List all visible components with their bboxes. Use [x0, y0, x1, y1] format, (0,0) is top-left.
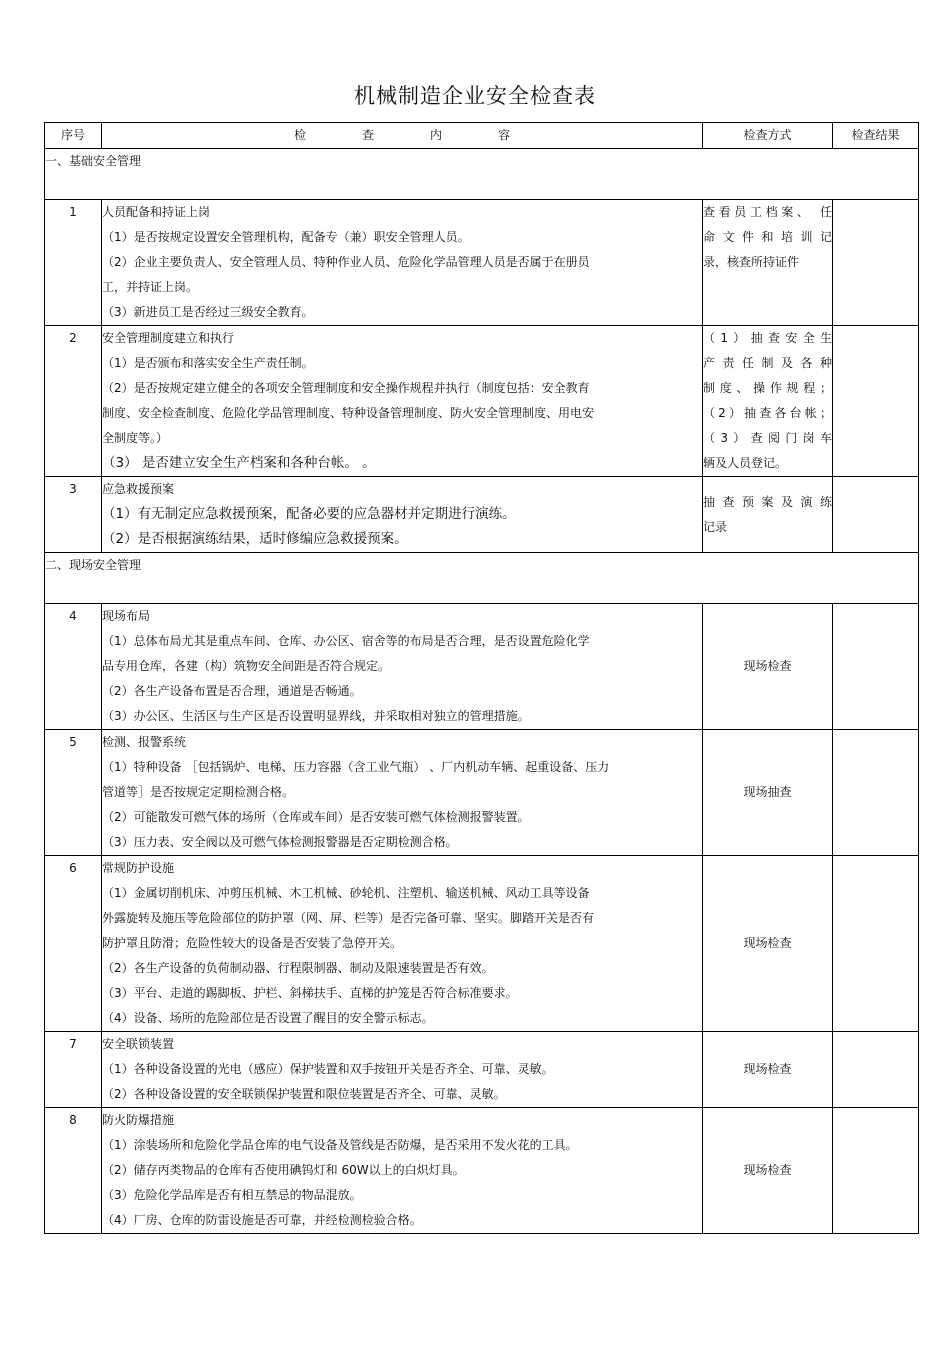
method-line: 抽查预案及演练 — [703, 494, 832, 509]
method-line: （1）抽查安全生 — [703, 331, 832, 345]
section-row — [45, 553, 919, 604]
item-line: （2）储存丙类物品的仓库有否使用碘钨灯和 60W以上的白炽灯具。 — [102, 1163, 465, 1177]
method-line: 记录 — [703, 519, 728, 534]
method-line: 录，核查所持证件 — [703, 255, 800, 269]
row-method — [703, 326, 833, 477]
row-number: 7 — [45, 1032, 102, 1108]
row-method: 现场检查 — [703, 856, 833, 1032]
document-title: 机械制造企业安全检查表 — [354, 84, 596, 108]
header-method: 检查方式 — [703, 123, 833, 149]
item-line: （4）设备、场所的危险部位是否设置了醒目的安全警示标志。 — [102, 1011, 434, 1025]
item-line: 管道等］是否按规定定期检测合格。 — [102, 785, 295, 799]
method-line: 辆及人员登记。 — [703, 456, 788, 470]
item-line: （3） 是否建立安全生产档案和各种台帐。 。 — [102, 455, 376, 471]
row-method: 现场检查 — [703, 604, 833, 730]
row-result[interactable] — [833, 856, 919, 1032]
method-line: 产责任制及各种 — [703, 356, 832, 370]
item-line: （2）各生产设备布置是否合理，通道是否畅通。 — [102, 684, 362, 698]
table-row — [45, 477, 919, 553]
row-content — [102, 730, 703, 856]
header-content-char: 查 — [361, 128, 374, 142]
item-line: （2）企业主要负责人、安全管理人员、特种作业人员、危险化学品管理人员是否属于在册员 — [102, 255, 590, 269]
item-heading: 现场布局 — [102, 609, 151, 623]
table-row — [45, 856, 919, 1032]
row-result[interactable] — [833, 326, 919, 477]
row-content — [102, 1032, 703, 1108]
table-row — [45, 730, 919, 856]
item-heading: 人员配备和持证上岗 — [102, 205, 211, 219]
item-heading: 安全管理制度建立和执行 — [102, 331, 235, 345]
item-line: （3）办公区、生活区与生产区是否设置明显界线，并采取相对独立的管理措施。 — [102, 709, 530, 723]
row-method: 现场抽查 — [703, 730, 833, 856]
table-row — [45, 1032, 919, 1108]
item-line: （4）厂房、仓库的防雷设施是否可靠，并经检测检验合格。 — [102, 1213, 422, 1227]
item-heading: 常规防护设施 — [102, 861, 175, 875]
table-header-row — [45, 123, 919, 149]
header-result: 检查结果 — [833, 123, 919, 149]
row-number: 1 — [45, 200, 102, 326]
item-line: （2）是否按规定建立健全的各项安全管理制度和安全操作规程并执行（制度包括：安全教育 — [102, 381, 590, 395]
header-seq: 序号 — [45, 123, 102, 149]
item-line: （2）是否根据演练结果，适时修编应急救援预案。 — [102, 531, 408, 547]
row-number: 3 — [45, 477, 102, 553]
row-result[interactable] — [833, 1032, 919, 1108]
table-row — [45, 604, 919, 730]
section-row — [45, 149, 919, 200]
header-content-char: 容 — [497, 128, 510, 142]
row-method — [703, 200, 833, 326]
header-content-char: 检 — [293, 128, 306, 142]
table-row — [45, 326, 919, 477]
row-number: 8 — [45, 1108, 102, 1234]
row-content — [102, 326, 703, 477]
item-line: 全制度等。） — [102, 431, 169, 445]
item-line: （1）总体布局尤其是重点车间、仓库、办公区、宿舍等的布局是否合理，是否设置危险化学 — [102, 634, 590, 648]
row-content — [102, 200, 703, 326]
method-line: 查看员工档案、 任 — [703, 205, 832, 219]
row-result[interactable] — [833, 477, 919, 553]
item-line: 工，并持证上岗。 — [102, 280, 199, 294]
item-heading: 防火防爆措施 — [102, 1113, 175, 1127]
item-line: （3）危险化学品库是否有相互禁忌的物品混放。 — [102, 1188, 362, 1202]
row-number: 2 — [45, 326, 102, 477]
item-heading: 检测、报警系统 — [102, 735, 187, 749]
row-result[interactable] — [833, 730, 919, 856]
row-content — [102, 477, 703, 553]
row-content — [102, 856, 703, 1032]
row-number: 6 — [45, 856, 102, 1032]
item-line: （1）特种设备 ［包括锅炉、电梯、压力容器（含工业气瓶） 、厂内机动车辆、起重设备、压力 — [102, 760, 610, 774]
row-result[interactable] — [833, 604, 919, 730]
method-line: （2）抽查各台帐； — [703, 406, 832, 420]
item-line: 防护罩且防滑；危险性较大的设备是否安装了急停开关。 — [102, 936, 403, 950]
item-line: 品专用仓库，各建（构）筑物安全间距是否符合规定。 — [102, 659, 391, 673]
section-title: 一、基础安全管理 — [45, 149, 919, 200]
item-line: （1）是否按规定设置安全管理机构，配备专（兼）职安全管理人员。 — [102, 230, 470, 244]
item-line: （1）有无制定应急救援预案，配备必要的应急器材并定期进行演练。 — [102, 506, 516, 522]
header-content — [102, 123, 703, 149]
row-method — [703, 477, 833, 553]
item-line: （1）金属切削机床、冲剪压机械、木工机械、砂轮机、注塑机、输送机械、风动工具等设备 — [102, 886, 590, 900]
item-heading: 应急救援预案 — [102, 482, 175, 496]
method-line: 命文件和培训记 — [703, 230, 832, 244]
method-line: 制度、操作规程； — [703, 381, 832, 395]
item-line: （2）各种设备设置的安全联锁保护装置和限位装置是否齐全、可靠、灵敏。 — [102, 1087, 506, 1101]
row-method: 现场检查 — [703, 1032, 833, 1108]
row-number: 5 — [45, 730, 102, 856]
row-content — [102, 604, 703, 730]
row-content — [102, 1108, 703, 1234]
item-line: （3）平台、走道的踢脚板、护栏、斜梯扶手、直梯的护笼是否符合标准要求。 — [102, 986, 518, 1000]
item-line: （2）可能散发可燃气体的场所（仓库或车间）是否安装可燃气体检测报警装置。 — [102, 810, 530, 824]
inspection-table — [44, 122, 919, 1234]
item-line: 制度、安全检查制度、危险化学品管理制度、特种设备管理制度、防火安全管理制度、用电安 — [102, 406, 595, 420]
table-row — [45, 1108, 919, 1234]
item-line: （3）压力表、安全阀以及可燃气体检测报警器是否定期检测合格。 — [102, 835, 458, 849]
item-line: （1）各种设备设置的光电（感应）保护装置和双手按钮开关是否齐全、可靠、灵敏。 — [102, 1062, 554, 1076]
method-line: （3）查阅门岗车 — [703, 431, 832, 445]
row-result[interactable] — [833, 1108, 919, 1234]
row-number: 4 — [45, 604, 102, 730]
section-title: 二、现场安全管理 — [45, 553, 919, 604]
item-heading: 安全联锁装置 — [102, 1037, 175, 1051]
table-row — [45, 200, 919, 326]
row-result[interactable] — [833, 200, 919, 326]
item-line: （2）各生产设备的负荷制动器、行程限制器、制动及限速装置是否有效。 — [102, 961, 494, 975]
header-content-char: 内 — [429, 128, 442, 142]
item-line: （1）是否颁布和落实安全生产责任制。 — [102, 356, 314, 370]
item-line: （3）新进员工是否经过三级安全教育。 — [102, 305, 314, 319]
item-line: 外露旋转及施压等危险部位的防护罩（网、屏、栏等）是否完备可靠、坚实。脚踏开关是否有 — [102, 911, 595, 925]
row-method: 现场检查 — [703, 1108, 833, 1234]
item-line: （1）涂装场所和危险化学品仓库的电气设备及管线是否防爆，是否采用不发火花的工具。 — [102, 1138, 578, 1152]
